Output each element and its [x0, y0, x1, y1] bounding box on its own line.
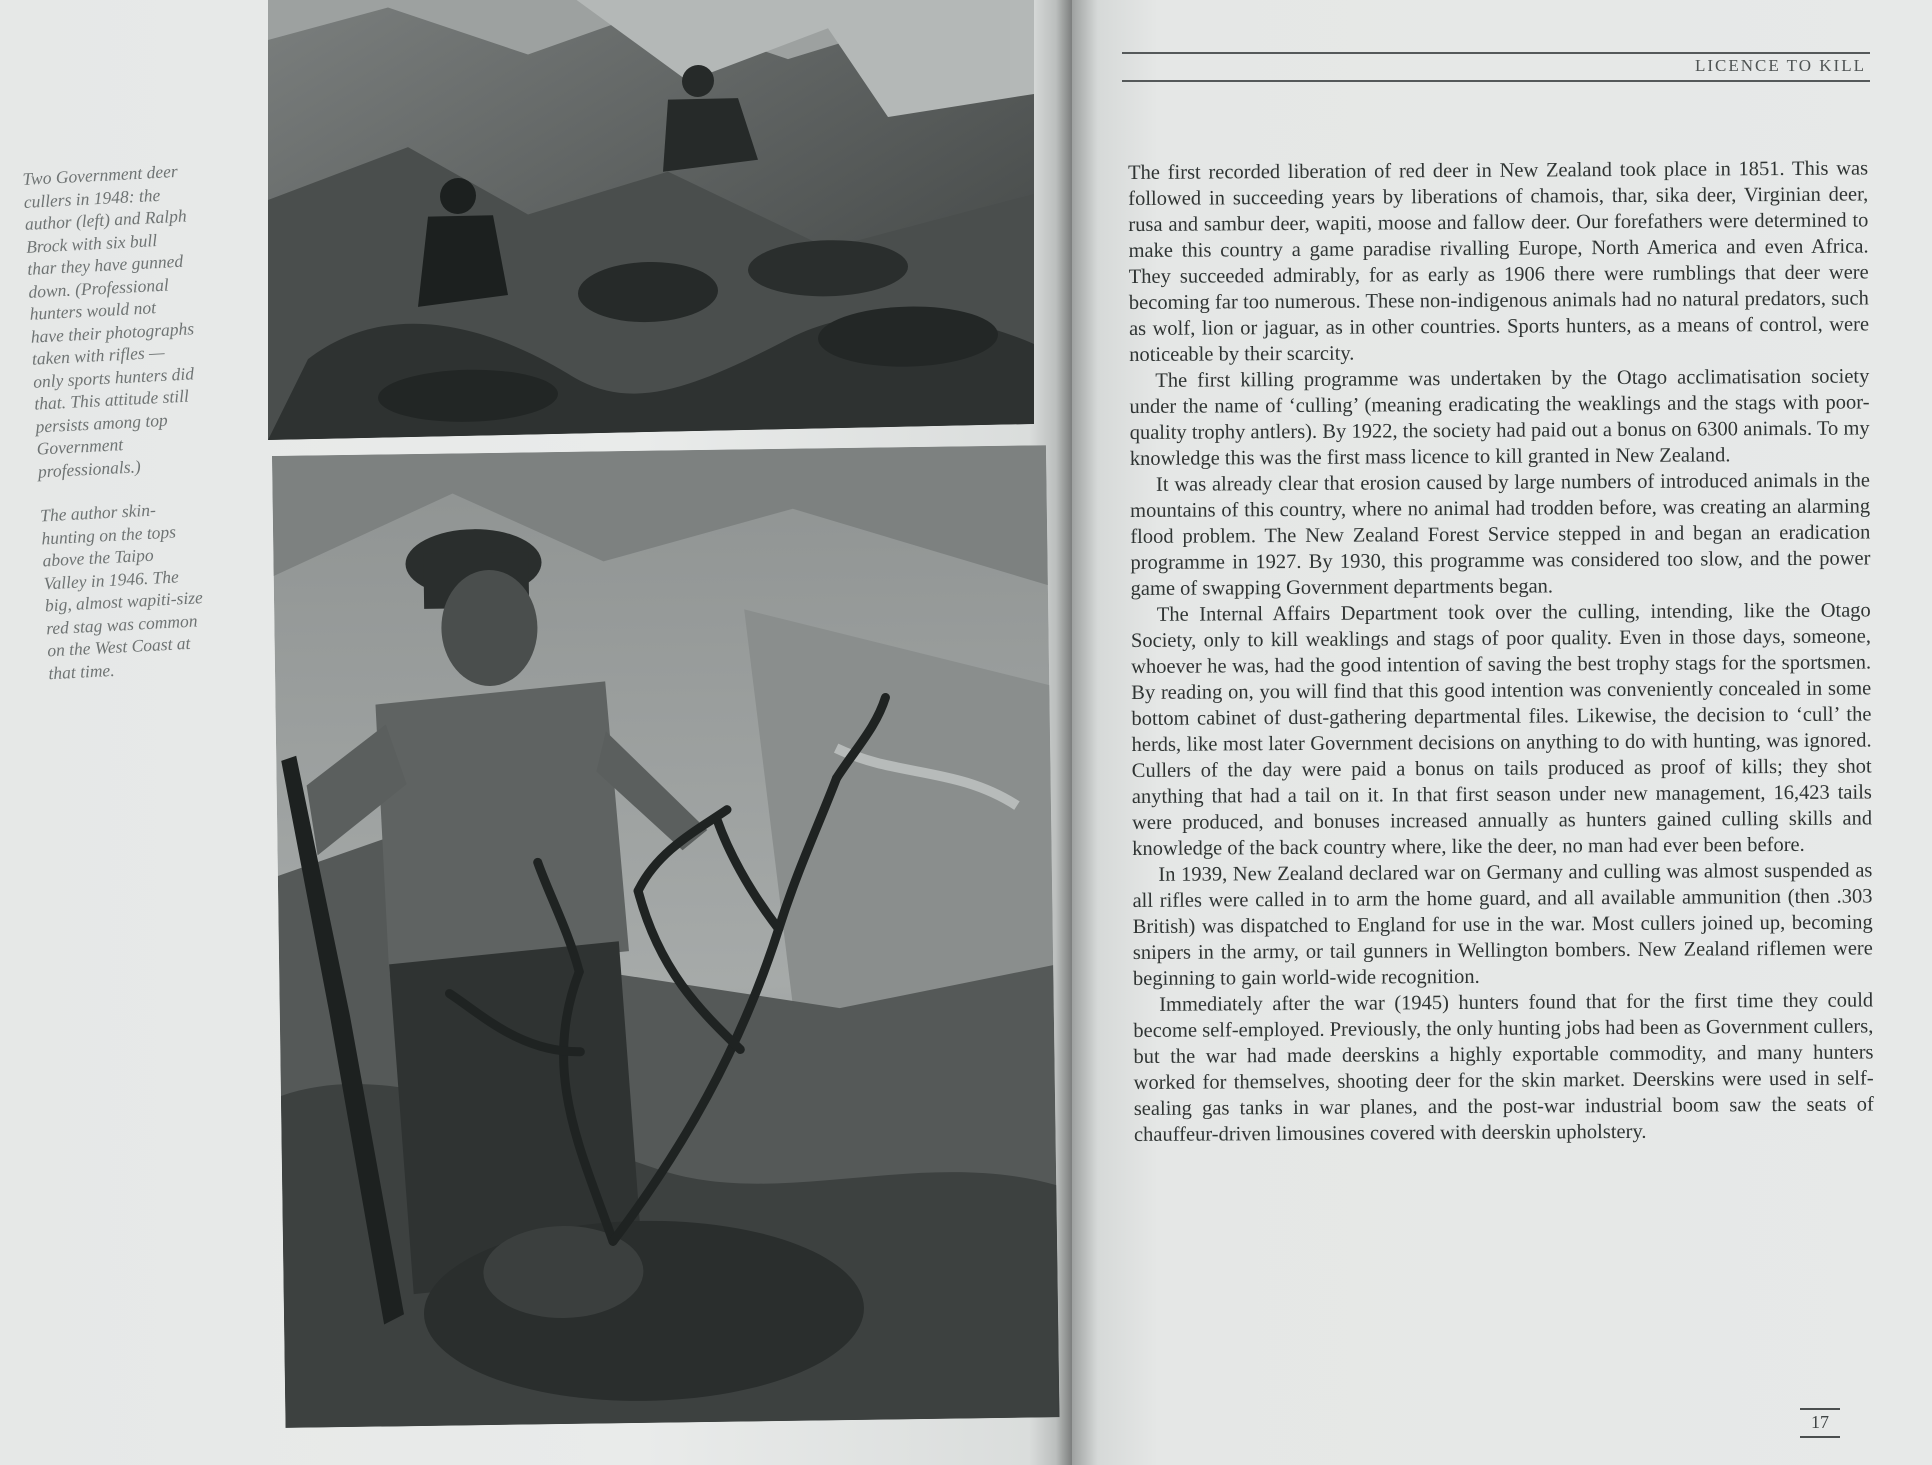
body-paragraph: It was already clear that erosion caused by large numbers of introduced animals in the mountains of this country, where no animal had trodden before, was creating an alarming flood problem. The New Zealand Forest Service stepped in and began an eradication programme in 1927. By 1930, this programme was considered too slow, and the power game of swapping Government departments began. [1130, 469, 1871, 600]
running-head-rule-bottom [1122, 80, 1870, 82]
page-number-rule-top [1800, 1408, 1840, 1410]
running-head-title: LICENCE TO KILL [1694, 56, 1866, 75]
photo-author-with-stag [272, 445, 1059, 1428]
running-head-rule-top [1122, 52, 1870, 54]
body-paragraph: The Internal Affairs Department took over the culling, intending, like the Otago Society, only to kill weaklings and stags of poor quality. Even in those days, someone, whoever he was, had the good intention of saving the best trophy stags for the sportsmen. By reading on, you will find that this good intention was conveniently concealed in some bottom cabinet of dust-gathering departmental files. Likewise, the decision to ‘cull’ the herds, like most later Government decisions on anything to do with hunting, was ignored. Cullers of the day were paid a bonus on tails produced as proof of kills; they shot anything that had a tail on it. In that first season under new management, 16,423 tails were produced, and bonuses increased annually as hunters gained culling skills and knowledge of the back country where, like the deer, no man had ever been before. [1130, 599, 1873, 860]
caption-top-photo: Two Government deer cullers in 1948: the author (left) and Ralph Brock with six bull thar they have gunned down. (Professional hunters would not have their photographs taken with rifles — only sports hunters did that. This attitude still persists among top Government professionals.) [22, 160, 195, 482]
page-number-rule-bottom [1800, 1436, 1840, 1438]
body-paragraph: In 1939, New Zealand declared war on Germany and culling was almost suspended as all rifles were called in to arm the home guard, and all available ammunition (then .303 British) was dispatched to England for use in the war. Most cullers joined up, becoming snipers in the army, or tail gunners in Wellington bombers. New Zealand riflemen were beginning to gain world-wide recognition. [1132, 859, 1873, 990]
page-number [1800, 1408, 1840, 1438]
caption-bottom-photo: The author skin- hunting on the tops above the Taipo Valley in 1946. The big, almost wapiti-size red stag was common on the West Coast at that time. [39, 499, 204, 683]
photo-cullers-with-thar [268, 0, 1034, 440]
running-head [1122, 50, 1870, 84]
body-paragraph: The first recorded liberation of red deer in New Zealand took place in 1851. This was followed in succeeding years by liberations of chamois, thar, sika deer, Virginian deer, rusa and sambur deer, wapiti, moose and fallow deer. Our forefathers were determined to make this country a game paradise rivalling Europe, North America and even Africa. They succeeded admirably, for as early as 1906 there were rumblings that deer were becoming far too numerous. These non-indigenous animals had no natural predators, such as wolf, lion or jaguar, as in other countries. Sports hunters, as a means of control, were noticeable by their scarcity. [1128, 157, 1870, 366]
body-paragraph: Immediately after the war (1945) hunters found that for the first time they could become self-employed. Previously, the only hunting jobs had been as Government cullers, but the war had made deerskins a highly exportable commodity, and many hunters worked for themselves, shooting deer for the skin market. Deerskins were used in self-sealing gas tanks in war planes, and the post-war industrial boom saw the seats of chauffeur-driven limousines covered with deerskin upholstery. [1133, 989, 1874, 1146]
caption-column [22, 156, 280, 706]
body-paragraph: The first killing programme was undertaken by the Otago acclimatisation society under the name of ‘culling’ (meaning eradicating the weaklings and the stags with poor-quality trophy antlers). By 1922, the society had paid out a bonus on 6300 animals. To my knowledge this was the first mass licence to kill granted in New Zealand. [1129, 365, 1870, 470]
page-number-value: 17 [1811, 1412, 1829, 1432]
body-text [1128, 155, 1874, 1148]
